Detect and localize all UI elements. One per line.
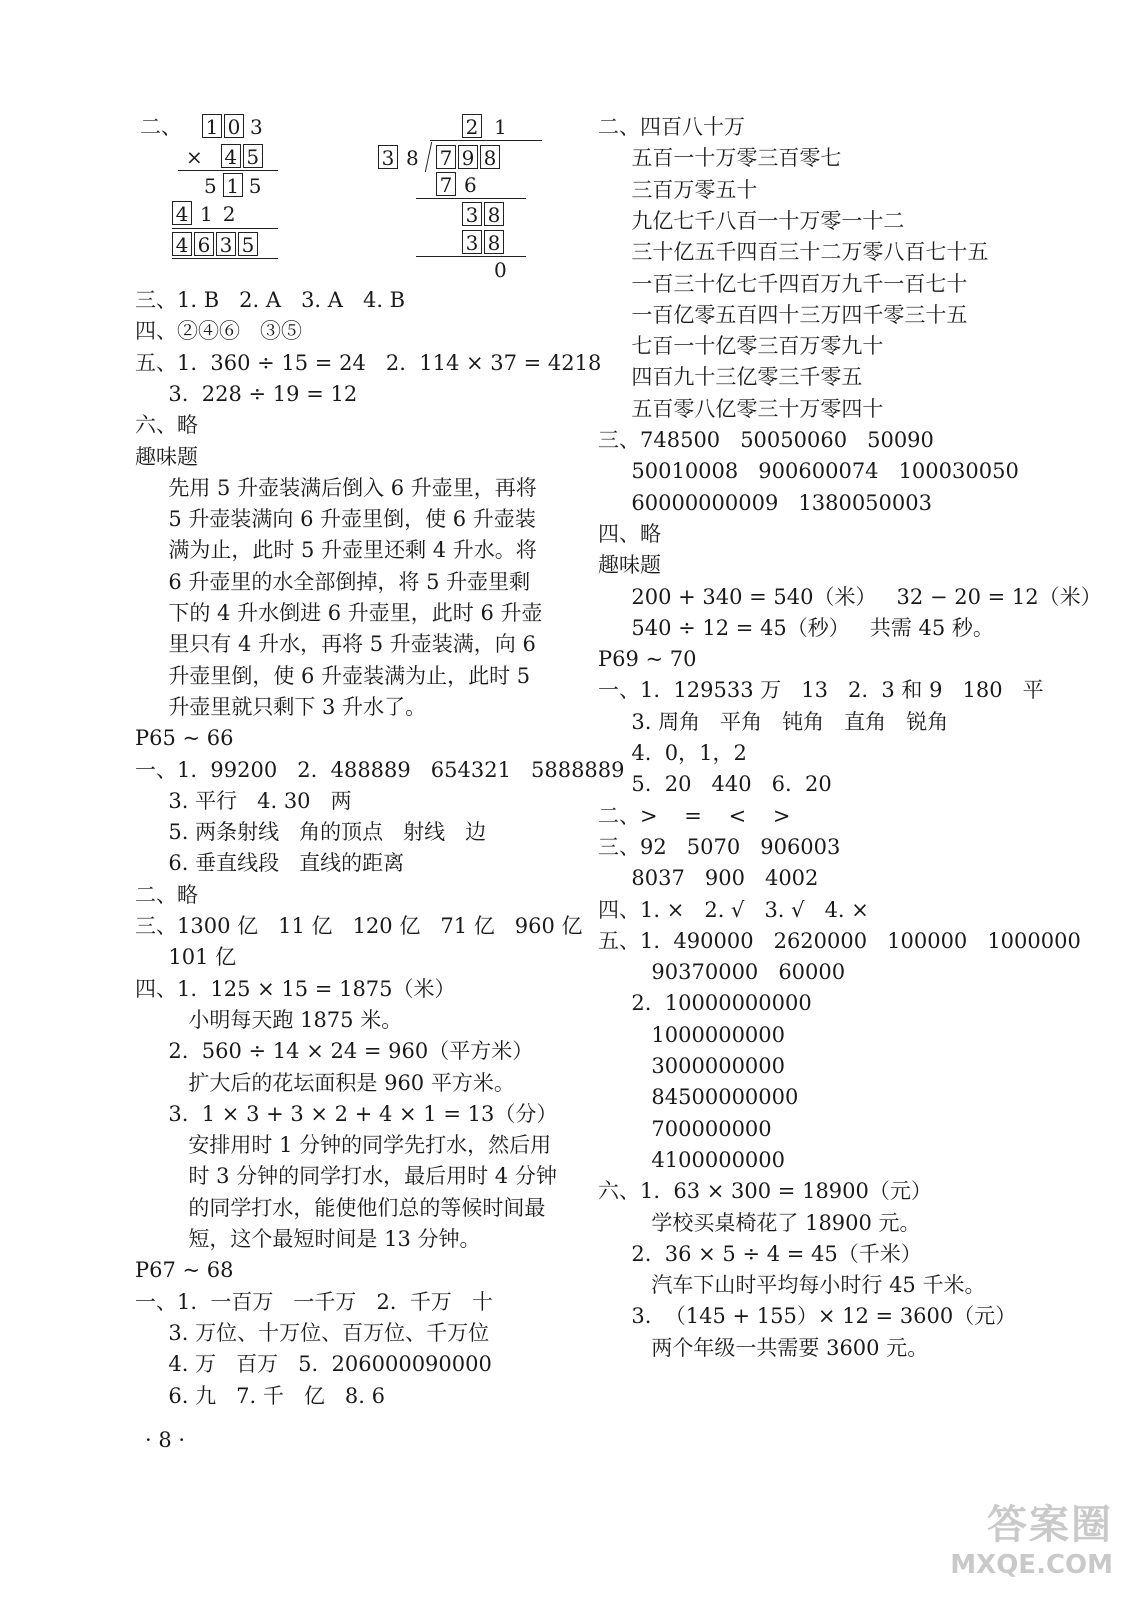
left-line: 六、略 bbox=[135, 413, 198, 438]
left-line: 3. 平行 4. 30 两 bbox=[135, 788, 352, 813]
right-line: P69 ~ 70 bbox=[598, 647, 697, 672]
left-line: 升壶里倒，使 6 升壶装满为止，此时 5 bbox=[135, 663, 531, 688]
div-digit: 6 bbox=[464, 173, 477, 197]
mult-row4 bbox=[172, 201, 235, 226]
div-digit: 8 bbox=[484, 230, 504, 254]
left-line: 101 亿 bbox=[135, 945, 237, 970]
left-line: 趣味题 bbox=[135, 444, 198, 469]
left-line: 四、②④⑥ ③⑤ bbox=[135, 319, 303, 344]
right-line: 四百九十三亿零三千零五 bbox=[598, 365, 863, 390]
right-line: 三十亿五千四百三十二万零八百七十五 bbox=[598, 240, 989, 265]
left-line: 小明每天跑 1875 米。 bbox=[135, 1007, 403, 1032]
right-line: 2. 10000000000 bbox=[598, 991, 812, 1016]
mult-row5 bbox=[172, 232, 260, 257]
right-line: 三百万零五十 bbox=[598, 177, 758, 202]
right-line: 3. 周角 平角 钝角 直角 锐角 bbox=[598, 709, 949, 734]
right-line: 汽车下山时平均每小时行 45 千米。 bbox=[598, 1273, 986, 1298]
right-line: 700000000 bbox=[598, 1116, 772, 1141]
right-line: 学校买桌椅花了 18900 元。 bbox=[598, 1210, 921, 1235]
right-line: 四、1. × 2. √ 3. √ 4. × bbox=[598, 897, 869, 922]
right-line: 一、1. 129533 万 13 2. 3 和 9 180 平 bbox=[598, 678, 1044, 703]
right-line: 一百亿零五百四十三万四千零三十五 bbox=[598, 302, 968, 327]
left-line: 三、1300 亿 11 亿 120 亿 71 亿 960 亿 bbox=[135, 914, 583, 938]
left-line: 满为止，此时 5 升壶里还剩 4 升水。将 bbox=[135, 538, 537, 563]
mult-row3 bbox=[204, 173, 261, 198]
div-quotient bbox=[462, 114, 507, 139]
left-line: 5 升壶装满向 6 升壶里倒，使 6 升壶装 bbox=[135, 507, 536, 532]
left-line: 二、略 bbox=[135, 882, 198, 907]
div-divisor bbox=[378, 145, 419, 170]
left-line: P67 ~ 68 bbox=[135, 1258, 234, 1283]
mult-rule-1 bbox=[178, 170, 278, 171]
right-line: 九亿七千八百一十万零一十二 bbox=[598, 208, 905, 233]
right-line: 4. 0，1，2 bbox=[598, 741, 747, 765]
left-line: 四、1. 125 × 15 = 1875（米） bbox=[135, 976, 456, 1001]
mult-rule-3 bbox=[172, 258, 278, 259]
mult-rule-2 bbox=[172, 228, 278, 229]
right-line: 一百三十亿七千四百万九千一百七十 bbox=[598, 271, 968, 296]
mult-digit: 5 bbox=[248, 174, 262, 198]
mult-digit: 5 bbox=[243, 144, 263, 168]
left-line: 4. 万 百万 5. 206000090000 bbox=[135, 1352, 492, 1377]
left-line: 五、1. 360 ÷ 15 = 24 2. 114 × 37 = 4218 bbox=[135, 350, 602, 375]
right-line: 四、略 bbox=[598, 521, 661, 546]
left-line: 下的 4 升水倒进 6 升壶里，此时 6 升壶 bbox=[135, 601, 543, 625]
div-digit: 7 bbox=[436, 145, 456, 169]
left-line: 扩大后的花坛面积是 960 平方米。 bbox=[135, 1070, 515, 1095]
right-line: 五百一十万零三百零七 bbox=[598, 146, 842, 171]
right-line: 五百零八亿零三十万零四十 bbox=[598, 396, 884, 421]
div-bracket bbox=[425, 142, 432, 172]
left-line: 的同学打水，能使他们总的等候时间最 bbox=[135, 1195, 546, 1220]
right-line: 六、1. 63 × 300 = 18900（元） bbox=[598, 1179, 932, 1204]
div-rem1 bbox=[462, 202, 506, 227]
right-line: 4100000000 bbox=[598, 1147, 786, 1172]
watermark-text: 答案圈 bbox=[987, 1502, 1113, 1548]
right-line: 2. 36 × 5 ÷ 4 = 45（千米） bbox=[598, 1241, 922, 1266]
left-line: 里只有 4 升水，再将 5 升壶装满，向 6 bbox=[135, 632, 536, 657]
left-line: P65 ~ 66 bbox=[135, 726, 234, 751]
right-line: 三、748500 50050060 50090 bbox=[598, 428, 934, 452]
div-rule-2 bbox=[416, 256, 526, 257]
mult-digit: 3 bbox=[216, 232, 236, 256]
div-digit: 1 bbox=[494, 115, 507, 139]
times-sign: × bbox=[186, 145, 203, 169]
left-line: 一、1. 99200 2. 488889 654321 5888889 bbox=[135, 757, 625, 782]
right-line: 60000000009 1380050003 bbox=[598, 490, 932, 515]
left-line: 6. 垂直线段 直线的距离 bbox=[135, 851, 405, 876]
right-line: 200 + 340 = 540（米） 32 − 20 = 12（米） bbox=[598, 584, 1102, 609]
div-rule-1 bbox=[416, 198, 526, 199]
div-digit: 8 bbox=[484, 202, 504, 226]
right-line: 1000000000 bbox=[598, 1022, 786, 1047]
right-line: 趣味题 bbox=[598, 553, 661, 578]
page-number: · 8 · bbox=[145, 1428, 186, 1452]
div-dividend bbox=[436, 145, 502, 170]
div-digit: 2 bbox=[462, 114, 482, 138]
left-line: 2. 560 ÷ 14 × 24 = 960（平方米） bbox=[135, 1039, 534, 1064]
div-sub1 bbox=[436, 172, 477, 197]
right-line: 三、92 5070 906003 bbox=[598, 834, 841, 859]
right-line: 七百一十亿零三百万零九十 bbox=[598, 334, 884, 359]
left-line: 时 3 分钟的同学打水，最后用时 4 分钟 bbox=[135, 1164, 557, 1189]
mult-digit: 0 bbox=[224, 114, 244, 138]
mult-digit: 1 bbox=[202, 114, 222, 138]
mult-digit: 4 bbox=[172, 232, 192, 256]
left-line: 三、1. B 2. A 3. A 4. B bbox=[135, 288, 406, 312]
div-digit: 8 bbox=[406, 146, 419, 170]
mult-digit: 4 bbox=[221, 144, 241, 168]
right-line: 3. （145 + 155）× 12 = 3600（元） bbox=[598, 1304, 1017, 1329]
mult-digit: 5 bbox=[238, 232, 258, 256]
div-digit: 3 bbox=[462, 202, 482, 226]
left-line: 6 升壶里的水全部倒掉，将 5 升壶里剩 bbox=[135, 569, 531, 594]
section-2-label: 二、 bbox=[140, 115, 182, 139]
left-line: 6. 九 7. 千 亿 8. 6 bbox=[135, 1383, 385, 1408]
right-line: 二、> = < > bbox=[598, 803, 791, 828]
right-line: 50010008 900600074 100030050 bbox=[598, 459, 1019, 484]
right-line: 540 ÷ 12 = 45（秒） 共需 45 秒。 bbox=[598, 615, 994, 640]
mult-digit: 1 bbox=[223, 173, 243, 197]
mult-row2 bbox=[186, 144, 265, 169]
div-sub2 bbox=[462, 230, 506, 255]
div-digit: 3 bbox=[462, 230, 482, 254]
right-line: 84500000000 bbox=[598, 1085, 799, 1110]
right-line: 90370000 60000 bbox=[598, 960, 846, 985]
mult-digit: 2 bbox=[222, 202, 236, 226]
left-line: 一、1. 一百万 一千万 2. 千万 十 bbox=[135, 1289, 493, 1314]
right-line: 五、1. 490000 2620000 100000 1000000 bbox=[598, 928, 1081, 953]
watermark-url: MXQE.COM bbox=[950, 1550, 1113, 1580]
mult-digit: 1 bbox=[200, 202, 213, 226]
mult-digit: 4 bbox=[172, 201, 192, 225]
mult-row1 bbox=[202, 114, 263, 139]
left-line: 安排用时 1 分钟的同学先打水，然后用 bbox=[135, 1133, 552, 1158]
div-digit: 3 bbox=[378, 145, 398, 169]
div-digit: 9 bbox=[458, 145, 478, 169]
left-line: 5. 两条射线 角的顶点 射线 边 bbox=[135, 820, 487, 845]
left-line: 3. 万位、十万位、百万位、千万位 bbox=[135, 1320, 490, 1345]
right-line: 3000000000 bbox=[598, 1054, 786, 1078]
right-line: 8037 900 4002 bbox=[598, 866, 819, 891]
mult-digit: 5 bbox=[204, 174, 217, 198]
watermark bbox=[950, 1493, 1113, 1580]
left-line: 先用 5 升壶装满后倒入 6 升壶里，再将 bbox=[135, 475, 537, 500]
right-line: 两个年级一共需要 3600 元。 bbox=[598, 1335, 929, 1360]
div-rem2: 0 bbox=[494, 258, 507, 282]
div-top-rule bbox=[430, 140, 542, 141]
mult-digit: 6 bbox=[194, 232, 214, 256]
div-digit: 8 bbox=[480, 145, 500, 169]
mult-digit: 3 bbox=[250, 115, 263, 139]
div-digit: 7 bbox=[436, 172, 456, 196]
left-line: 短，这个最短时间是 13 分钟。 bbox=[135, 1227, 481, 1251]
right-line: 5. 20 440 6. 20 bbox=[598, 772, 832, 797]
right-line: 二、四百八十万 bbox=[598, 115, 745, 139]
left-line: 3. 228 ÷ 19 = 12 bbox=[135, 381, 358, 406]
left-line: 升壶里就只剩下 3 升水了。 bbox=[135, 694, 427, 719]
left-line: 3. 1 × 3 + 3 × 2 + 4 × 1 = 13（分） bbox=[135, 1101, 558, 1126]
